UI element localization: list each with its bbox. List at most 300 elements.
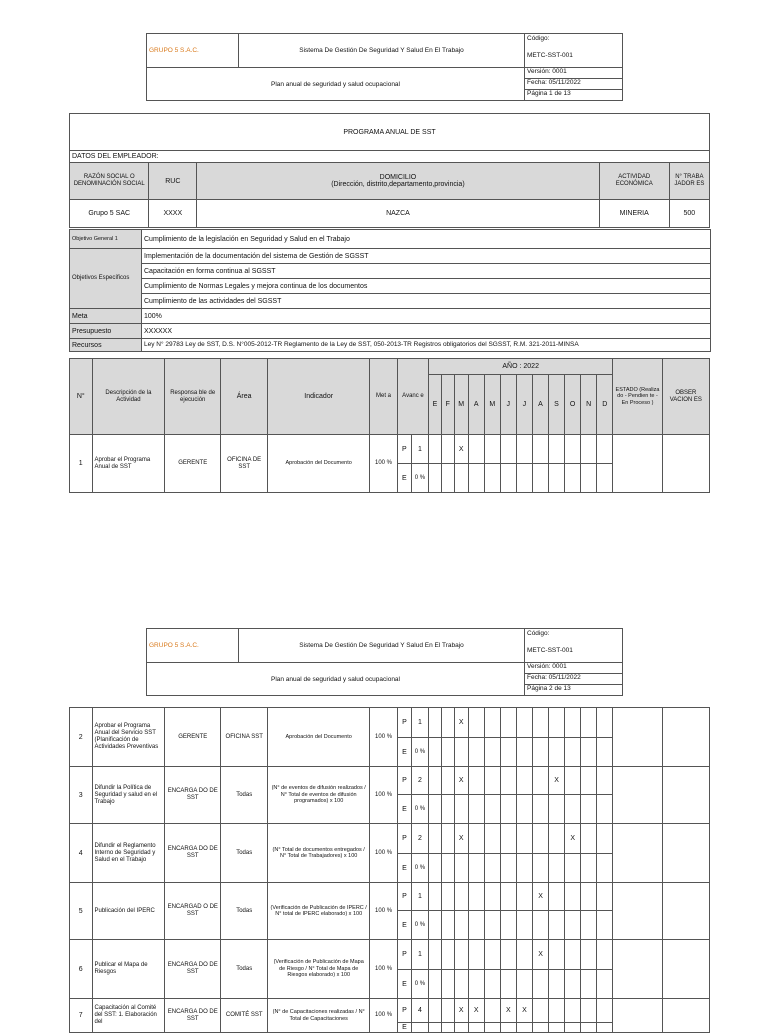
month-cell xyxy=(429,738,442,767)
month-cell xyxy=(581,940,597,970)
meta-cell xyxy=(525,663,623,696)
observaciones-cell xyxy=(662,708,709,767)
planned-value: 1 xyxy=(411,708,428,738)
estado-cell xyxy=(613,999,662,1033)
planned-mark: X xyxy=(454,999,468,1023)
month-cell xyxy=(484,767,500,795)
col-observaciones: OBSER VACION ES xyxy=(662,359,709,435)
activity-description: Difundir el Reglamento Interno de Seguridad y Salud en el Trabajo xyxy=(92,824,165,883)
month-cell xyxy=(516,767,532,795)
month-cell xyxy=(500,708,516,738)
month-header: N xyxy=(581,375,597,435)
month-cell xyxy=(484,1023,500,1033)
month-cell xyxy=(532,435,548,464)
table-row xyxy=(70,824,710,854)
month-cell xyxy=(441,970,454,999)
month-cell xyxy=(516,435,532,464)
month-header: S xyxy=(548,375,564,435)
month-cell xyxy=(549,999,565,1023)
estado-cell xyxy=(613,708,662,767)
month-cell xyxy=(516,911,532,940)
col-responsable: Responsa ble de ejecución xyxy=(165,359,221,435)
activity-meta: 100 % xyxy=(370,767,398,824)
month-cell xyxy=(581,970,597,999)
planned-label: P xyxy=(397,999,411,1023)
month-cell xyxy=(532,464,548,493)
estado-cell xyxy=(613,940,662,999)
month-cell xyxy=(549,883,565,911)
month-cell xyxy=(500,824,516,854)
month-cell xyxy=(484,999,500,1023)
col-razon: RAZÓN SOCIAL O DENOMINACIÓN SOCIAL xyxy=(70,163,149,200)
month-cell xyxy=(468,854,484,883)
month-cell xyxy=(516,1023,532,1033)
month-cell xyxy=(597,1023,613,1033)
activity-indicator: (Verificación de Publicación de IPERC / N° total de IPERC elaborado) x 100 xyxy=(268,883,370,940)
program-title: PROGRAMA ANUAL DE SST xyxy=(70,114,710,151)
presupuesto-value: XXXXXX xyxy=(142,324,711,339)
observaciones-cell xyxy=(662,883,709,940)
month-cell xyxy=(500,738,516,767)
col-estado: ESTADO (Realiza do - Pendien te - En Proceso ) xyxy=(613,359,662,435)
month-cell xyxy=(454,911,468,940)
month-cell xyxy=(581,911,597,940)
activity-responsible: ENCARGA DO DE SST xyxy=(165,999,221,1033)
month-header: J xyxy=(500,375,516,435)
month-cell xyxy=(429,464,442,493)
col-actividad: ACTIVIDAD ECONÓMICA xyxy=(599,163,669,200)
codigo-value: METC-SST-001 xyxy=(527,52,573,59)
month-cell xyxy=(500,911,516,940)
month-cell xyxy=(581,854,597,883)
month-cell xyxy=(441,911,454,940)
obj-especificos-label: Objetivos Específicos xyxy=(70,249,142,309)
table-row xyxy=(70,999,710,1023)
page-number: Página 2 de 13 xyxy=(527,685,571,692)
planned-value: 4 xyxy=(411,999,428,1023)
month-cell xyxy=(500,854,516,883)
table-row xyxy=(70,708,710,738)
col-indicador: Indicador xyxy=(268,359,370,435)
month-cell xyxy=(468,970,484,999)
month-cell xyxy=(500,970,516,999)
trabajadores-value: 500 xyxy=(669,200,709,228)
month-cell xyxy=(581,1023,597,1033)
domicilio-value: NAZCA xyxy=(197,200,600,228)
month-cell xyxy=(581,999,597,1023)
activity-area: Todas xyxy=(221,940,268,999)
domicilio-label: DOMICILIO xyxy=(379,174,417,181)
month-cell xyxy=(500,435,516,464)
obj-general-value: Cumplimiento de la legislación en Seguridad y Salud en el Trabajo xyxy=(142,230,711,249)
fecha: Fecha: 05/11/2022 xyxy=(525,674,622,685)
activity-description: Aprobar el Programa Anual del Servicio SST (Planificación de Actividades Preventivas xyxy=(92,708,165,767)
month-cell xyxy=(565,464,581,493)
activity-indicator: Aprobación del Documento xyxy=(268,708,370,767)
month-cell xyxy=(454,795,468,824)
month-cell xyxy=(484,940,500,970)
estado-cell xyxy=(613,883,662,940)
planned-label: P xyxy=(397,435,411,464)
month-header: D xyxy=(597,375,613,435)
activity-area: Todas xyxy=(221,767,268,824)
month-cell xyxy=(441,940,454,970)
col-trabajadores: N° TRABA JADOR ES xyxy=(669,163,709,200)
planned-mark: X xyxy=(468,999,484,1023)
month-cell xyxy=(565,738,581,767)
col-avance: Avanc e xyxy=(397,359,428,435)
month-cell xyxy=(597,767,613,795)
obj-especifico-3: Cumplimiento de Normas Legales y mejora continua de los documentos xyxy=(142,279,711,294)
month-cell xyxy=(468,435,484,464)
month-cell xyxy=(549,1023,565,1033)
actividad-value: MINERIA xyxy=(599,200,669,228)
company-name: GRUPO 5 S.A.C. xyxy=(147,34,239,68)
month-cell xyxy=(597,795,613,824)
month-cell xyxy=(484,883,500,911)
activity-area: Todas xyxy=(221,824,268,883)
month-cell xyxy=(500,767,516,795)
planned-label: P xyxy=(397,824,411,854)
month-cell xyxy=(565,911,581,940)
observaciones-cell xyxy=(662,435,709,493)
obj-general-label: Objetivo General 1 xyxy=(70,230,142,249)
month-header: F xyxy=(441,375,454,435)
activity-description: Capacitación al Comité del SST: 1. Elaboración del xyxy=(92,999,165,1033)
month-cell xyxy=(597,883,613,911)
executed-value: 0 % xyxy=(411,464,428,493)
month-cell xyxy=(429,435,442,464)
month-cell xyxy=(429,911,442,940)
planned-mark: X xyxy=(454,824,468,854)
month-cell xyxy=(565,854,581,883)
month-cell xyxy=(532,824,548,854)
activity-meta: 100 % xyxy=(370,999,398,1033)
month-cell xyxy=(484,464,500,493)
month-cell xyxy=(516,854,532,883)
activity-indicator: (N° de eventos de difusión realizados / N° Total de eventos de difusión programados) x 100 xyxy=(268,767,370,824)
planned-label: P xyxy=(397,883,411,911)
meta-value: 100% xyxy=(142,309,711,324)
activity-area: OFICINA DE SST xyxy=(221,435,268,493)
month-cell xyxy=(532,999,548,1023)
executed-value: 0 % xyxy=(411,738,428,767)
month-cell xyxy=(516,464,532,493)
observaciones-cell xyxy=(662,999,709,1033)
month-cell xyxy=(516,940,532,970)
month-cell xyxy=(565,435,581,464)
month-cell xyxy=(468,767,484,795)
executed-label: E xyxy=(397,854,411,883)
month-cell xyxy=(441,738,454,767)
month-cell xyxy=(468,738,484,767)
obj-especifico-2: Capacitación en forma continua al SGSST xyxy=(142,264,711,279)
month-cell xyxy=(454,738,468,767)
month-cell xyxy=(484,911,500,940)
month-cell xyxy=(581,795,597,824)
month-cell xyxy=(549,854,565,883)
month-cell xyxy=(516,970,532,999)
activity-indicator: (N° de Capacitaciones realizadas / N° Total de Capacitaciones xyxy=(268,999,370,1033)
domicilio-sub: (Dirección, distrito,departamento,provincia) xyxy=(331,181,465,188)
observaciones-cell xyxy=(662,767,709,824)
month-cell xyxy=(441,824,454,854)
observaciones-cell xyxy=(662,824,709,883)
executed-label: E xyxy=(397,795,411,824)
month-cell xyxy=(581,708,597,738)
activity-meta: 100 % xyxy=(370,940,398,999)
month-cell xyxy=(441,854,454,883)
planned-mark: X xyxy=(532,940,548,970)
month-cell xyxy=(500,1023,516,1033)
month-cell xyxy=(454,854,468,883)
month-cell xyxy=(581,767,597,795)
codigo-label: Código: xyxy=(527,35,550,42)
month-cell xyxy=(500,940,516,970)
activity-number: 2 xyxy=(70,708,93,767)
month-cell xyxy=(548,435,564,464)
month-cell xyxy=(429,708,442,738)
month-cell xyxy=(429,970,442,999)
month-cell xyxy=(532,708,548,738)
month-cell xyxy=(597,708,613,738)
recursos-value: Ley N° 29783 Ley de SST, D.S. N°005-2012-TR Reglamento de la Ley de SST, 050-2013-TR Registros obligatorios del SGSST, R.M. 321-2011-MINSA xyxy=(142,339,711,352)
month-cell xyxy=(441,464,454,493)
month-cell xyxy=(468,1023,484,1033)
planned-value: 2 xyxy=(411,824,428,854)
planned-label: P xyxy=(397,767,411,795)
activity-indicator: Aprobación del Documento xyxy=(268,435,370,493)
planned-mark: X xyxy=(500,999,516,1023)
executed-label: E xyxy=(397,464,411,493)
month-cell xyxy=(441,795,454,824)
col-domicilio xyxy=(197,163,600,200)
month-header: E xyxy=(429,375,442,435)
executed-value: 0 % xyxy=(411,854,428,883)
company-name: GRUPO 5 S.A.C. xyxy=(147,629,239,663)
month-cell xyxy=(549,911,565,940)
codigo-cell xyxy=(525,34,623,68)
estado-cell xyxy=(613,824,662,883)
activity-number: 7 xyxy=(70,999,93,1033)
month-cell xyxy=(581,738,597,767)
month-cell xyxy=(484,435,500,464)
month-header: M xyxy=(454,375,468,435)
month-cell xyxy=(441,708,454,738)
month-cell xyxy=(454,464,468,493)
executed-value: 0 % xyxy=(411,911,428,940)
planned-mark: X xyxy=(454,708,468,738)
page-number: Página 1 de 13 xyxy=(527,90,571,97)
month-cell xyxy=(516,795,532,824)
executed-label: E xyxy=(397,1023,411,1033)
month-cell xyxy=(454,1023,468,1033)
planned-mark: X xyxy=(532,883,548,911)
fecha: Fecha: 05/11/2022 xyxy=(525,79,622,90)
month-cell xyxy=(565,940,581,970)
month-cell xyxy=(597,940,613,970)
month-cell xyxy=(468,883,484,911)
month-cell xyxy=(441,767,454,795)
activity-meta: 100 % xyxy=(370,883,398,940)
month-cell xyxy=(532,738,548,767)
activity-area: COMITÉ SST xyxy=(221,999,268,1033)
planned-value: 2 xyxy=(411,767,428,795)
month-cell xyxy=(532,1023,548,1033)
month-cell xyxy=(500,464,516,493)
meta-label: Meta xyxy=(70,309,142,324)
month-cell xyxy=(565,970,581,999)
month-cell xyxy=(565,1023,581,1033)
month-cell xyxy=(429,824,442,854)
planned-label: P xyxy=(397,708,411,738)
col-meta: Met a xyxy=(370,359,398,435)
activity-responsible: ENCARGA DO DE SST xyxy=(165,824,221,883)
meta-cell xyxy=(525,68,623,101)
planned-mark: X xyxy=(516,999,532,1023)
month-cell xyxy=(565,708,581,738)
month-cell xyxy=(597,854,613,883)
table-row xyxy=(70,883,710,911)
executed-label: E xyxy=(397,911,411,940)
activity-table-page2 xyxy=(69,707,710,1033)
month-cell xyxy=(441,999,454,1023)
month-cell xyxy=(581,464,597,493)
planned-mark: X xyxy=(549,767,565,795)
month-cell xyxy=(581,435,597,464)
month-cell xyxy=(441,1023,454,1033)
planned-value: 1 xyxy=(411,940,428,970)
month-cell xyxy=(532,767,548,795)
activity-responsible: ENCARGA DO DE SST xyxy=(165,767,221,824)
month-cell xyxy=(597,738,613,767)
month-cell xyxy=(454,883,468,911)
table-row xyxy=(70,435,710,464)
executed-value: 0 % xyxy=(411,795,428,824)
system-title: Sistema De Gestión De Seguridad Y Salud En El Trabajo xyxy=(239,34,525,68)
month-cell xyxy=(581,883,597,911)
executed-label: E xyxy=(397,738,411,767)
month-cell xyxy=(548,464,564,493)
month-cell xyxy=(484,708,500,738)
month-cell xyxy=(549,795,565,824)
table-row xyxy=(70,940,710,970)
col-descripcion: Descripción de la Actividad xyxy=(92,359,165,435)
month-cell xyxy=(565,795,581,824)
activity-description: Difundir la Política de Seguridad y salud en el Trabajo xyxy=(92,767,165,824)
month-cell xyxy=(429,1023,442,1033)
activity-number: 1 xyxy=(70,435,93,493)
month-header: A xyxy=(532,375,548,435)
activity-description: Publicar el Mapa de Riesgos xyxy=(92,940,165,999)
month-cell xyxy=(429,940,442,970)
executed-label: E xyxy=(397,970,411,999)
month-cell xyxy=(429,854,442,883)
month-cell xyxy=(468,708,484,738)
executed-value xyxy=(411,1023,428,1033)
month-header: O xyxy=(565,375,581,435)
month-cell xyxy=(581,824,597,854)
planned-value: 1 xyxy=(411,883,428,911)
month-cell xyxy=(468,911,484,940)
month-cell xyxy=(516,708,532,738)
month-cell xyxy=(597,999,613,1023)
month-cell xyxy=(468,464,484,493)
activity-table-page1 xyxy=(69,358,710,493)
month-cell xyxy=(468,940,484,970)
month-cell xyxy=(484,970,500,999)
month-cell xyxy=(532,911,548,940)
month-cell xyxy=(597,970,613,999)
planned-mark: X xyxy=(454,767,468,795)
month-cell xyxy=(454,970,468,999)
activity-area: Todas xyxy=(221,883,268,940)
month-cell xyxy=(532,795,548,824)
month-cell xyxy=(429,767,442,795)
plan-title: Plan anual de seguridad y salud ocupacional xyxy=(147,663,525,696)
version: Versión: 0001 xyxy=(525,663,622,674)
month-cell xyxy=(549,738,565,767)
month-cell xyxy=(549,708,565,738)
col-ruc: RUC xyxy=(149,163,197,200)
activity-indicator: (N° Total de documentos entregados / N° Total de Trabajadores) x 100 xyxy=(268,824,370,883)
activity-responsible: ENCARGA DO DE SST xyxy=(165,940,221,999)
estado-cell xyxy=(613,767,662,824)
month-header: M xyxy=(484,375,500,435)
month-cell xyxy=(549,940,565,970)
document-header-page1 xyxy=(146,33,623,101)
activity-responsible: GERENTE xyxy=(165,708,221,767)
month-cell xyxy=(516,883,532,911)
activity-responsible: GERENTE xyxy=(165,435,221,493)
month-cell xyxy=(532,970,548,999)
activity-indicator: (Verificación de Publicación de Mapa de Riesgo / N° Total de Mapa de Riesgos elaborado) x 100 xyxy=(268,940,370,999)
month-cell xyxy=(429,795,442,824)
month-cell xyxy=(441,883,454,911)
activity-number: 3 xyxy=(70,767,93,824)
plan-title: Plan anual de seguridad y salud ocupacional xyxy=(147,68,525,101)
month-cell xyxy=(441,435,454,464)
month-cell xyxy=(454,940,468,970)
month-cell xyxy=(484,854,500,883)
document-header-page2 xyxy=(146,628,623,696)
col-area: Área xyxy=(221,359,268,435)
codigo-cell xyxy=(525,629,623,663)
executed-value: 0 % xyxy=(411,970,428,999)
month-cell xyxy=(549,970,565,999)
month-cell xyxy=(468,795,484,824)
col-anio: AÑO : 2022 xyxy=(429,359,613,375)
codigo-label: Código: xyxy=(527,630,550,637)
month-header: J xyxy=(516,375,532,435)
version: Versión: 0001 xyxy=(525,68,622,79)
month-cell xyxy=(565,999,581,1023)
month-cell xyxy=(549,824,565,854)
activity-number: 4 xyxy=(70,824,93,883)
program-table xyxy=(69,113,710,228)
month-cell xyxy=(468,824,484,854)
razon-value: Grupo 5 SAC xyxy=(70,200,149,228)
presupuesto-label: Presupuesto xyxy=(70,324,142,339)
month-cell xyxy=(500,883,516,911)
activity-number: 5 xyxy=(70,883,93,940)
month-cell xyxy=(429,883,442,911)
activity-meta: 100 % xyxy=(370,708,398,767)
datos-label: DATOS DEL EMPLEADOR: xyxy=(70,151,710,163)
month-cell xyxy=(429,999,442,1023)
activity-number: 6 xyxy=(70,940,93,999)
month-cell xyxy=(565,767,581,795)
